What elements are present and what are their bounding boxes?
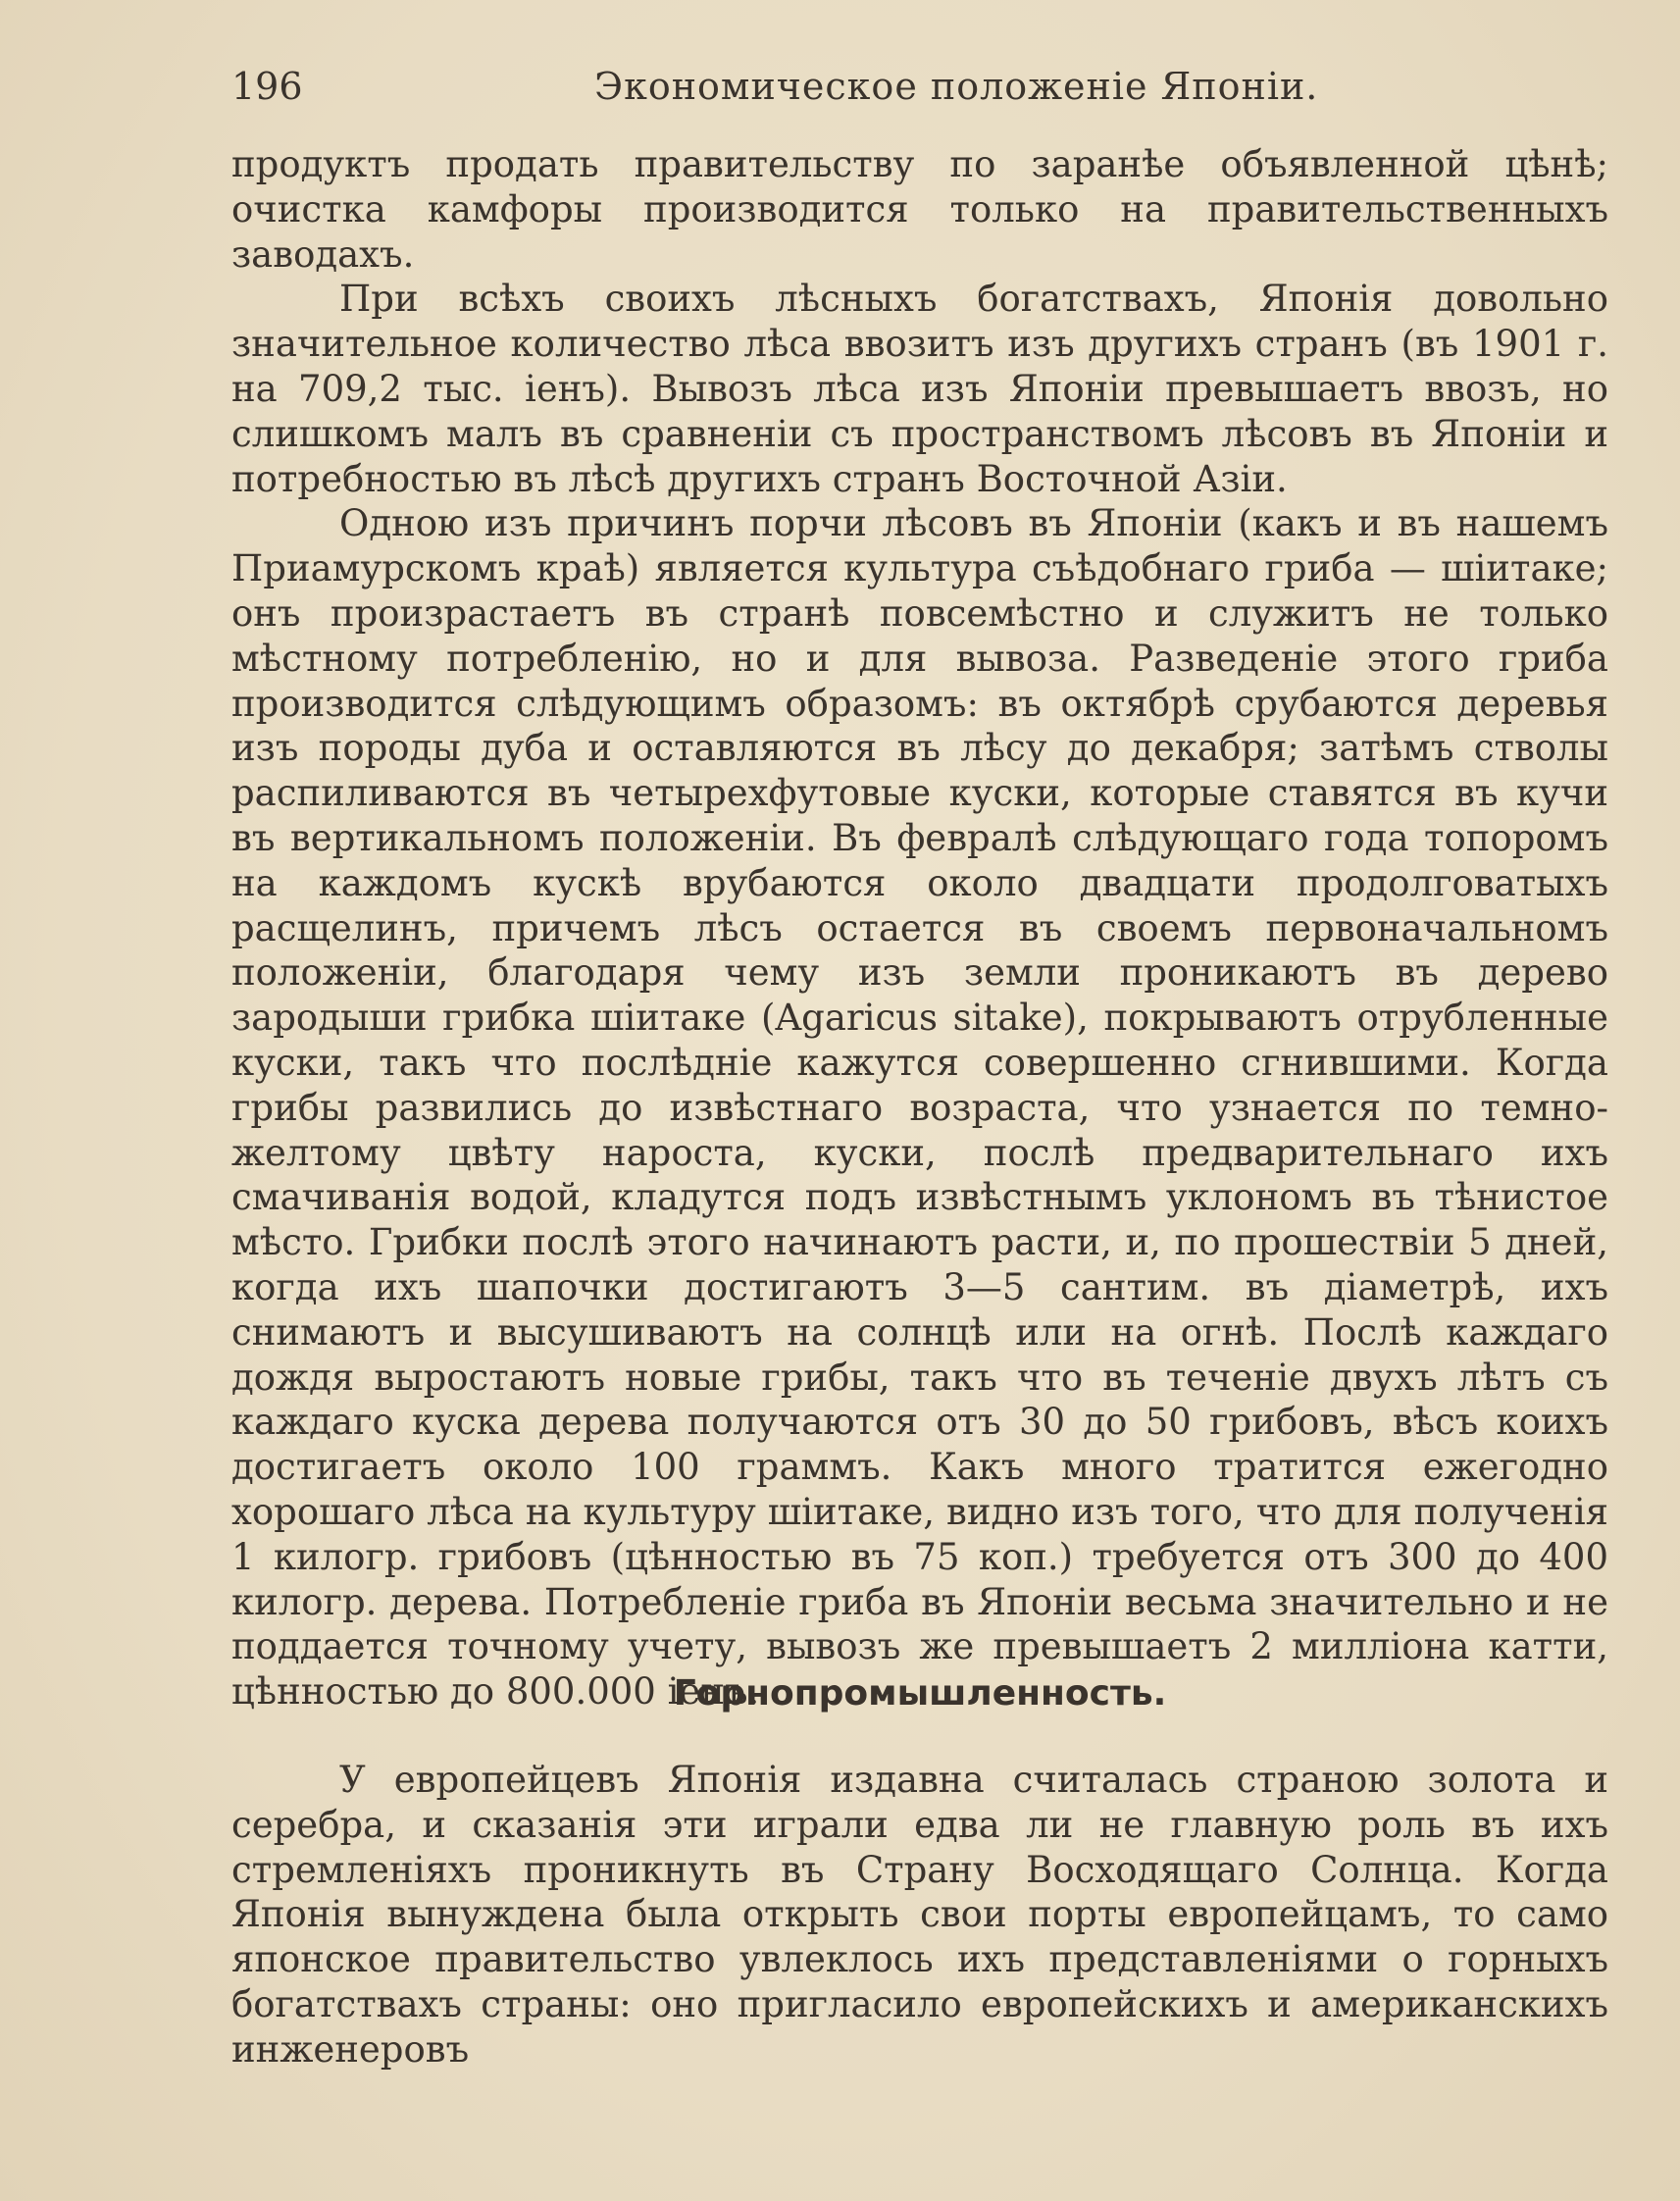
section-text	[231, 1758, 1608, 2073]
paragraph-shiitake: Одною изъ причинъ порчи лѣсовъ въ Японіи (какъ и въ нашемъ Приамурскомъ краѣ) является культура съѣдобнаго гриба — шіитаке; онъ произрастаетъ въ странѣ повсемѣстно и служитъ не только мѣстному потребленію, но и для вывоза. Разведеніе этого гриба производится слѣдующимъ образомъ: въ октябрѣ срубаются деревья изъ породы дуба и оставляются въ лѣсу до декабря; затѣмъ стволы распиливаются въ четырехфутовые куски, которые ставятся въ кучи въ вертикальномъ положеніи. Въ февралѣ слѣдующаго года топоромъ на каждомъ кускѣ врубаются около двадцати продолговатыхъ расщелинъ, причемъ лѣсъ остается въ своемъ первоначальномъ положеніи, благодаря чему изъ земли проникаютъ въ дерево зародыши грибка шіитаке (Agaricus sitake), покрываютъ отрубленные куски, такъ что послѣдніе кажутся совершенно сгнившими. Когда грибы развились до извѣстнаго возраста, что узнается по темно-желтому цвѣту нароста, куски, послѣ предварительнаго ихъ смачиванія водой, кладутся подъ извѣстнымъ уклономъ въ тѣнистое мѣсто. Грибки послѣ этого начинаютъ расти, и, по прошествіи 5 дней, когда ихъ шапочки достигаютъ 3—5 сантим. въ діаметрѣ, ихъ снимаютъ и высушиваютъ на солнцѣ или на огнѣ. Послѣ каждаго дождя выростаютъ новые грибы, такъ что въ теченіе двухъ лѣтъ съ каждаго куска дерева получаются отъ 30 до 50 грибовъ, вѣсъ коихъ достигаетъ около 100 граммъ. Какъ много тратится ежегодно хорошаго лѣса на культуру шіитаке, видно изъ того, что для полученія 1 килогр. грибовъ (цѣнностью въ 75 коп.) требуется отъ 300 до 400 килогр. дерева. Потребленіе гриба въ Японіи весьма значительно и не поддается точному учету, вывозъ же превышаетъ 2 милліона катти, цѣнностью до 800.000 іенъ.	[231, 502, 1608, 1714]
main-text	[231, 142, 1608, 1715]
paragraph-forest-imports: При всѣхъ своихъ лѣсныхъ богатствахъ, Японія довольно значительное количество лѣса ввозитъ изъ другихъ странъ (въ 1901 г. на 709,2 тыс. іенъ). Вывозъ лѣса изъ Японіи превышаетъ ввозъ, но слишкомъ малъ въ сравненіи съ пространствомъ лѣсовъ въ Японіи и потребностью въ лѣсѣ другихъ странъ Восточной Азіи.	[231, 278, 1608, 500]
page-number: 196	[231, 65, 303, 108]
page-header	[231, 65, 1604, 120]
running-title: Экономическое положеніе Японіи.	[594, 65, 1319, 108]
paragraph-continuation: продуктъ продать правительству по заранѣе объявленной цѣнѣ; очистка камфоры производится только на правительственныхъ заводахъ.	[231, 143, 1608, 276]
section-heading: Горнопромышленность.	[673, 1673, 1167, 1714]
paragraph-mining: У европейцевъ Японія издавна считалась страною золота и серебра, и сказанія эти играли едва ли не главную роль въ ихъ стремленіяхъ проникнуть въ Страну Восходящаго Солнца. Когда Японія вынуждена была открыть свои порты европейцамъ, то само японское правительство увлеклось ихъ представленіями о горныхъ богатствахъ страны: оно пригласило европейскихъ и американскихъ инженеровъ	[231, 1759, 1608, 2071]
